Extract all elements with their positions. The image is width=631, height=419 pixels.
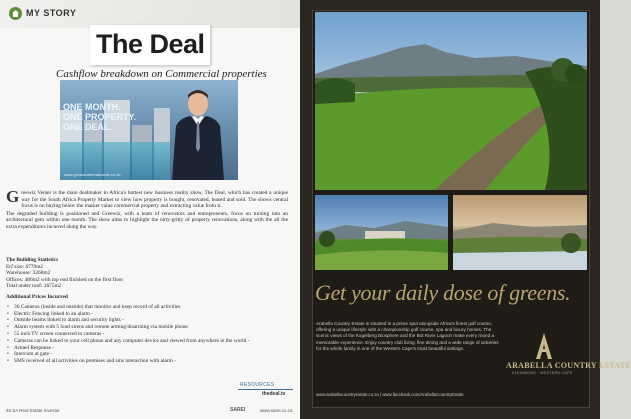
added-heading: Additional Prices Incurred <box>6 294 68 300</box>
list-item: • 55 inch TV screen connected to cameras - <box>6 331 288 338</box>
logo-wordmark: ARABELLA COUNTRY ESTATE <box>506 361 631 370</box>
feature-photo <box>60 80 238 180</box>
additional-prices <box>6 294 288 365</box>
presenter-photo <box>168 86 228 180</box>
list-item: • Electric Fencing linked to an alarm - <box>6 311 288 318</box>
slogan-line-2: ONE PROPERTY. <box>63 112 137 122</box>
section-label: MY STORY <box>26 8 77 18</box>
photo-watermark: www.grewstraterealestate.co.za <box>64 172 121 177</box>
list-item: • 36 Cameras (inside and outside) that monitor and keep record of all activities <box>6 304 288 311</box>
advert-links[interactable]: www.arabellacountryestate.co.za | www.facebook.com/ArabellaCountryEstate <box>316 392 464 397</box>
golf-course-photo <box>315 12 587 190</box>
stats-item: Total under roof: 3675m2 <box>6 283 62 290</box>
estate-photo-2 <box>453 195 587 270</box>
photo-slogan <box>63 102 153 132</box>
resources-label: RESOURCES <box>240 382 275 388</box>
intro-paragraph-1: reewiz Venter is the main dealmaker in Africa's hottest new business reality show, The Deal, which has created a unique way for the South Africa Property Market to view how property is bought, renovated, leased and sold. The shows central focus is on buying below the market value commercial property and extracting value from it. <box>21 190 288 210</box>
intro-paragraph-2: The degraded building is positioned and Greewiz, with a team of renovators and entrepreneurs, focus on turning into an architectural gem within one month. The show aims to highlight the nitty-gritty of property renovations, along with the all the extra expenditures incurred along the way. <box>6 210 288 230</box>
page-footer-url: www.sarei.co.za <box>260 408 293 413</box>
stats-heading: The Building Statistics <box>6 257 59 263</box>
footer-logo: SAREI <box>230 407 246 413</box>
left-page <box>0 0 300 419</box>
advert-headline: Get your daily dose of greens. <box>315 280 571 305</box>
list-item: • Armed Response - <box>6 345 288 352</box>
logo-tagline: KLEINMOND · WESTERN CAPE <box>512 371 573 375</box>
list-item: • SMS received of all activities on premises and sms interaction with alarm - <box>6 358 288 365</box>
resources-link[interactable]: thedeal.tv <box>262 391 286 397</box>
home-icon <box>9 7 22 20</box>
list-item: • Intercom at gate - <box>6 351 288 358</box>
divider <box>238 389 293 390</box>
drop-cap: G <box>6 187 20 206</box>
list-item: • Alarm system with 5 loud sirens and remote arming/disarming via mobile phone <box>6 324 288 331</box>
article-title: The Deal <box>96 29 205 59</box>
intro-text <box>6 187 288 232</box>
article-subtitle: Cashflow breakdown on Commercial properties <box>56 68 267 80</box>
advert-body: Arabella Country Estate is situated in a prime spot alongside Africa's finest golf course, offering a unique lifestyle with a championship golf course, spa and luxury homes. The scenic views of the Kogelberg Biosphere and the Bot River Lagoon make every round a memorable experience. Enjoy country club living, fine dining and a wide range of activities for the whole family in one of the Western Cape's most beautiful settings. <box>316 321 499 351</box>
stats-item: Erf size: 6770m2 <box>6 263 44 270</box>
building-statistics <box>6 257 206 290</box>
list-item: • Outside beams linked to alarm and security lights - <box>6 317 288 324</box>
estate-photo-1 <box>315 195 448 270</box>
slogan-line-3: ONE DEAL. <box>63 122 113 132</box>
added-list <box>6 304 288 365</box>
arabella-logo-icon <box>534 331 554 361</box>
stats-item: Offices: 486m2 with top end finished on the first floor <box>6 276 124 283</box>
list-item: • Cameras can be linked to your cell phone and any computer device and viewed from anywhere in the world - <box>6 338 288 345</box>
page-footer-left: 46 SA Real Estate Investor <box>6 408 60 413</box>
slogan-line-1: ONE MONTH. <box>63 102 121 112</box>
stats-item: Warehouse: 3268m2 <box>6 270 51 277</box>
